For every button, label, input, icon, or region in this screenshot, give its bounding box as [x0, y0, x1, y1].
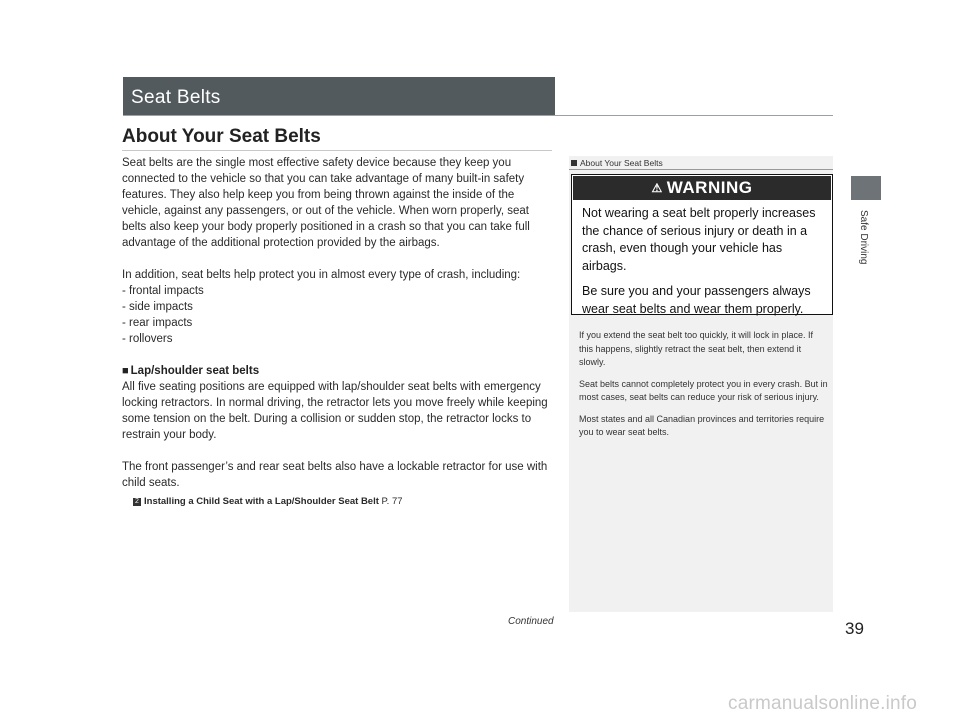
heading-divider [122, 150, 552, 151]
page-title: About Your Seat Belts [122, 126, 321, 147]
subheading [122, 363, 554, 379]
child-seat-paragraph: The front passenger’s and rear seat belts also have a lockable retractor for use with child seats. [122, 461, 548, 489]
square-bullet-icon: ■ [122, 365, 129, 377]
continued-label: Continued [508, 616, 554, 627]
note-marker-icon [571, 160, 577, 166]
cross-reference-link[interactable] [122, 494, 554, 510]
warning-text [582, 205, 828, 326]
intro-paragraph: Seat belts are the single most effective safety device because they keep you connected to the vehicle so that you can take advantage of many built-in safety features. They also help keep you from being thrown against the inside of the vehicle, against any passengers, or out of the vehicle. When worn properly, seat belts also keep your body properly positioned in a crash so that you can take full advantage of the additional protection provided by the airbags. [122, 157, 530, 249]
note-paragraph: Seat belts cannot completely protect you in every crash. But in most cases, seat belts can reduce your risk of serious injury. [579, 378, 828, 402]
watermark: carmanualsonline.info [728, 693, 918, 714]
warning-banner [573, 176, 831, 200]
sidebar-notes [579, 329, 829, 448]
note-paragraph: If you extend the seat belt too quickly, it will lock in place. If this happens, slightly retract the seat belt, then extend it slowly. [579, 330, 813, 367]
chapter-tab [851, 176, 881, 200]
list-item: - rollovers [122, 333, 173, 345]
reference-title: Installing a Child Seat with a Lap/Shoulder Seat Belt [144, 496, 379, 507]
warning-paragraph: Be sure you and your passengers always wear seat belts and wear them properly. [582, 284, 811, 316]
main-content [122, 155, 554, 510]
page-number: 39 [845, 619, 864, 638]
note-paragraph: Most states and all Canadian provinces and territories require you to wear seat belts. [579, 413, 825, 437]
warning-box [571, 174, 833, 315]
warning-label: WARNING [666, 178, 753, 197]
warning-triangle-icon: ⚠ [651, 181, 663, 195]
section-title: Seat Belts [131, 87, 221, 108]
list-item: - rear impacts [122, 317, 193, 329]
reference-page: P. 77 [381, 496, 403, 507]
crash-types-list [122, 283, 554, 347]
list-item: - side impacts [122, 301, 193, 313]
sidebar-heading-divider [569, 169, 833, 170]
crash-types-intro: In addition, seat belts help protect you in almost every type of crash, including: [122, 269, 521, 281]
chapter-label: Safe Driving [858, 210, 869, 265]
subheading-text: Lap/shoulder seat belts [130, 365, 260, 377]
sidebar-heading [569, 158, 833, 168]
section-divider [123, 115, 833, 116]
reference-arrow-icon: 2 [133, 498, 141, 506]
list-item: - frontal impacts [122, 285, 204, 297]
retractor-paragraph: All five seating positions are equipped with lap/shoulder seat belts with emergency locking retractors. In normal driving, the retractor lets you move freely while keeping some tension on the belt. During a collision or sudden stop, the retractor locks to restrain your body. [122, 381, 548, 441]
sidebar-heading-text: About Your Seat Belts [580, 158, 663, 168]
sidebar-notes-panel [569, 156, 833, 612]
warning-paragraph: Not wearing a seat belt properly increases the chance of serious injury or death in a crash, even though your vehicle has airbags. [582, 206, 816, 273]
